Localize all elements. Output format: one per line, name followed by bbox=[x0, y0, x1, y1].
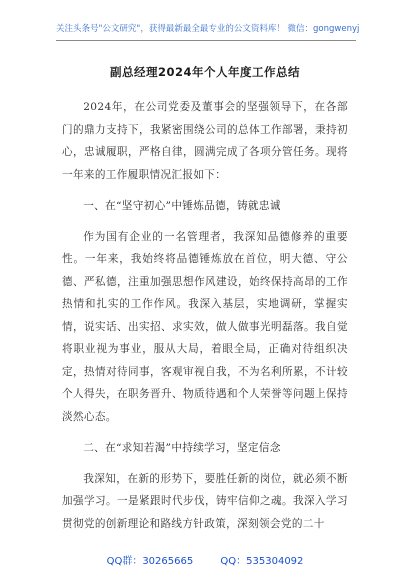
section-1-heading: 一、在“坚守初心”中锤炼品德，铸就忠诚 bbox=[83, 200, 281, 212]
document-body bbox=[62, 96, 348, 535]
header-notice: 关注头条号"公文研究"，获得最新最全最专业的公文资料库！ 微信：gongwenyj bbox=[56, 24, 360, 34]
section-1-paragraph: 作为国有企业的一名管理者，我深知品德修养的重要性。一年来，我始终将品德锤炼放在首位，明大德、守公德、严私德，注重加强思想作风建设，始终保持高昂的工作热情和扎实的工作作风。我深入基层，实地调研，掌握实情，说实话、出实招、求实效，做人做事光明磊落。我自觉将职业视为事业，服从大局，着眼全局，正确对待组织决定，热情对待同事，客观审视自我，不为名利所累，不计较个人得失，在职务晋升、物质待遇和个人荣誉等问题上保持淡然心态。 bbox=[62, 230, 348, 423]
footer-qq: QQ：535304092 bbox=[220, 556, 304, 567]
section-2-heading: 二、在“求知若渴”中持续学习，坚定信念 bbox=[83, 442, 281, 454]
section-2-paragraph: 我深知，在新的形势下，要胜任新的岗位，就必须不断加强学习。一是紧跟时代步伐，铸牢信仰之魂。我深入学习贯彻党的创新理论和路线方针政策，深刻领会党的二十 bbox=[62, 472, 348, 530]
document-title: 副总经理2024年个人年度工作总结 bbox=[109, 65, 300, 79]
footer-qq-group: QQ群：30265665 bbox=[106, 556, 194, 567]
intro-paragraph: 2024年，在公司党委及董事会的坚强领导下，在各部门的鼎力支持下，我紧密围绕公司的总体工作部署，秉持初心，忠诚履职，严格自律，圆满完成了各项分管任务。现将一年来的工作履职情况汇报如下： bbox=[62, 101, 348, 181]
header-divider bbox=[56, 40, 356, 41]
footer-contacts bbox=[60, 552, 350, 567]
